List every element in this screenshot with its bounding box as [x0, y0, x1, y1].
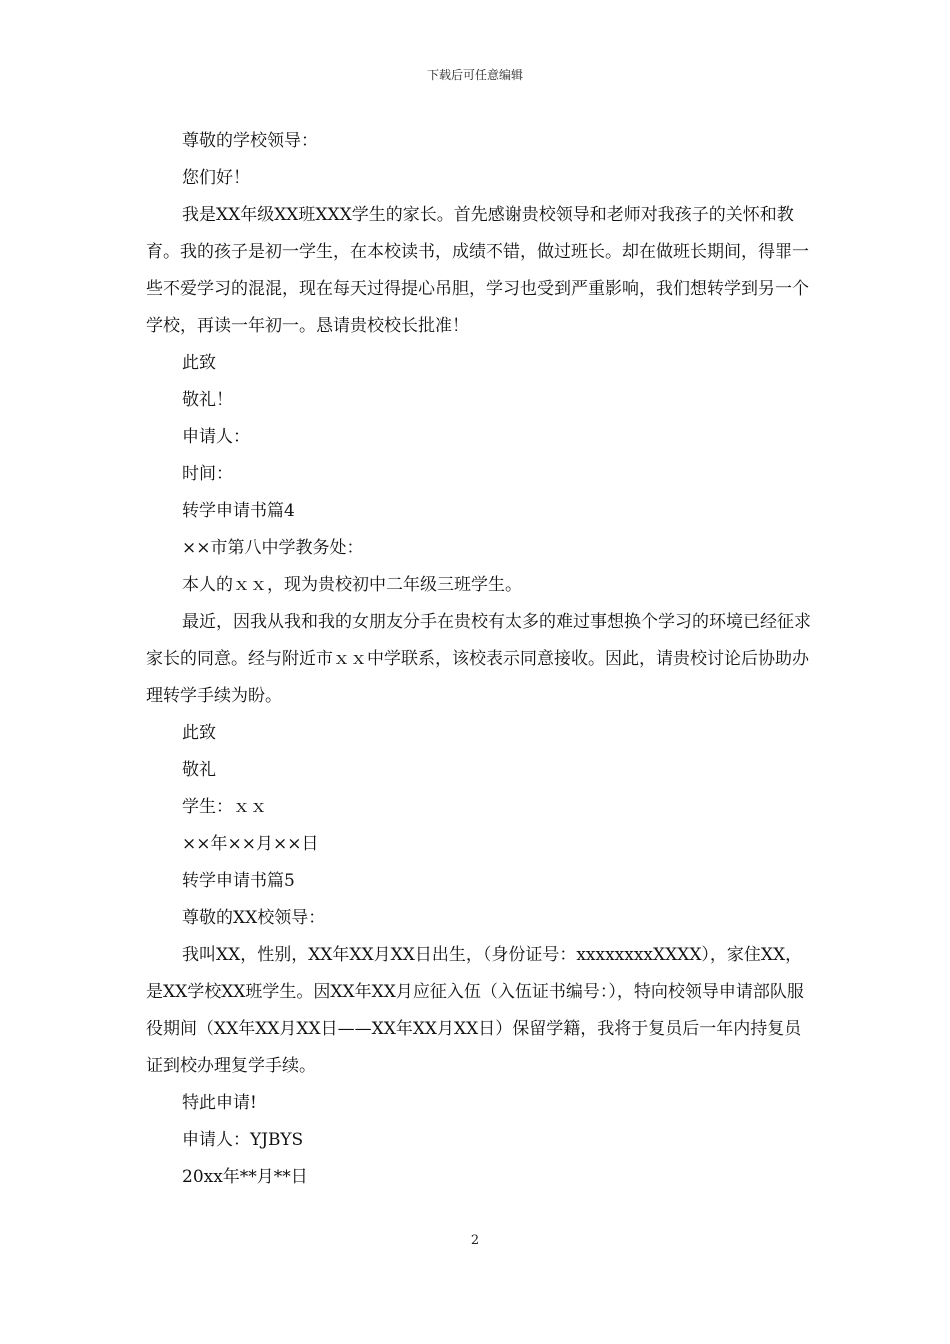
greeting: 您们好！	[182, 168, 250, 188]
date-line: 20xx年**月**日	[182, 1167, 308, 1187]
applicant-line: 申请人：	[182, 427, 250, 447]
salutation: 尊敬的XX校领导：	[182, 908, 326, 928]
section-title: 转学申请书篇5	[182, 871, 295, 891]
body-paragraph: 我是XX年级XX班XXX学生的家长。首先感谢贵校领导和老师对我孩子的关怀和教育。我的孩子是初一学生，在本校读书，成绩不错，做过班长。却在做班长期间，得罪一些不爱学习的混混，现在每天过得提心吊胆，学习也受到严重影响，我们想转学到另一个学校，再读一年初一。恳请贵校校长批准！	[146, 205, 809, 336]
intro-line: 本人的ｘｘ，现为贵校初中二年级三班学生。	[182, 575, 522, 595]
salutation: ××市第八中学教务处：	[182, 538, 364, 558]
student-line: 学生：ｘｘ	[182, 797, 267, 817]
time-line: 时间：	[182, 464, 233, 484]
closing-line: 此致	[182, 723, 216, 743]
document-body	[146, 123, 816, 1196]
closing-line: 特此申请!	[182, 1093, 257, 1113]
body-paragraph: 最近，因我从我和我的女朋友分手在贵校有太多的难过事想换个学习的环境已经征求家长的同意。经与附近市ｘｘ中学联系，该校表示同意接收。因此，请贵校讨论后协助办理转学手续为盼。	[146, 612, 811, 706]
body-paragraph: 我叫XX，性别，XX年XX月XX日出生，（身份证号：xxxxxxxxXXXX），家住XX，是XX学校XX班学生。因XX年XX月应征入伍（入伍证书编号：），特向校领导申请部队服役期间（XX年XX月XX日——XX年XX月XX日）保留学籍，我将于复员后一年内持复员证到校办理复学手续。	[146, 945, 804, 1076]
section-title: 转学申请书篇4	[182, 501, 295, 521]
date-line: ××年××月××日	[182, 834, 319, 854]
salutation: 尊敬的学校领导：	[182, 131, 318, 151]
closing-line: 此致	[182, 353, 216, 373]
closing-line: 敬礼	[182, 760, 216, 780]
page-number: 2	[470, 1233, 480, 1248]
applicant-line: 申请人：YJBYS	[182, 1130, 304, 1150]
closing-line: 敬礼！	[182, 390, 233, 410]
page-header: 下载后可任意编辑	[426, 68, 523, 82]
